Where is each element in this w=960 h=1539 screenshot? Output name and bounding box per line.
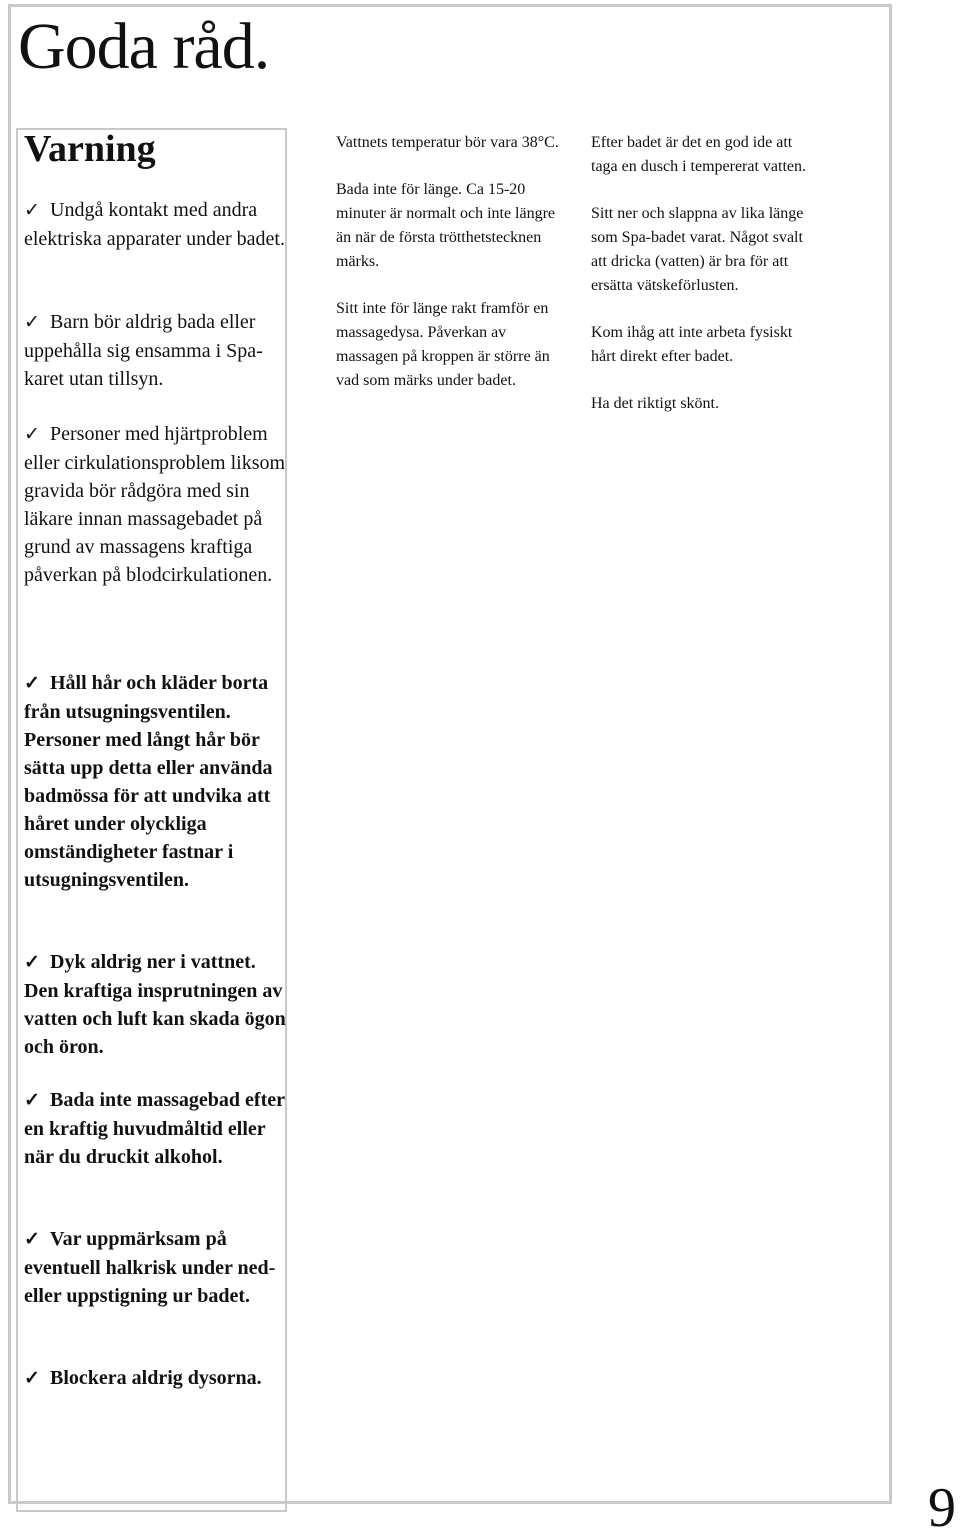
page-title: Goda råd. — [18, 10, 270, 83]
warning-list — [24, 420, 286, 589]
checkmark-icon: ✓ — [24, 424, 40, 445]
paragraph: Efter badet är det en god ide att taga en dusch i tempererat vatten. — [591, 134, 807, 175]
warning-list — [24, 1225, 286, 1310]
paragraph: Bada inte för länge. Ca 15-20 minuter är normalt och inte längre än när de första trötthetstecknen märks. — [336, 181, 556, 270]
warning-list — [24, 1364, 286, 1393]
checkmark-icon: ✓ — [24, 200, 40, 221]
checkmark-icon: ✓ — [24, 1229, 40, 1250]
warning-item — [24, 420, 286, 589]
checkmark-icon: ✓ — [24, 1090, 40, 1111]
column-middle — [336, 131, 566, 416]
checkmark-icon: ✓ — [24, 952, 40, 973]
checkmark-icon: ✓ — [24, 312, 40, 333]
warning-item — [24, 1086, 286, 1171]
paragraph: Sitt ner och slappna av lika länge som Spa-badet varat. Något svalt att dricka (vatten) är bra för att ersätta vätskeförlusten. — [591, 205, 804, 294]
warning-title: Varning — [24, 128, 156, 170]
warning-item-text: Bada inte massagebad efter en kraftig huvudmåltid eller när du druckit alkohol. — [24, 1089, 285, 1168]
warning-item-text: Håll hår och kläder borta från utsugningsventilen. Personer med långt hår bör sätta upp detta eller använda badmössa för att undvika att håret under olyckliga omständigheter fastnar i utsugningsventilen. — [24, 672, 273, 891]
paragraph: Sitt inte för länge rakt framför en massagedysa. Påverkan av massagen på kroppen är större än vad som märks under badet. — [336, 300, 550, 389]
warning-item — [24, 308, 286, 393]
page-number: 9 — [928, 1477, 956, 1539]
paragraph: Vattnets temperatur bör vara 38°C. — [336, 134, 559, 151]
warning-item — [24, 1364, 286, 1393]
warning-list — [24, 308, 286, 393]
warning-item — [24, 196, 286, 253]
paragraph: Kom ihåg att inte arbeta fysiskt hårt direkt efter badet. — [591, 324, 793, 365]
warning-item-text: Var uppmärksam på eventuell halkrisk under ned- eller uppstigning ur badet. — [24, 1228, 276, 1307]
warning-item-text: Dyk aldrig ner i vattnet. Den kraftiga insprutningen av vatten och luft kan skada ögon och öron. — [24, 951, 286, 1058]
warning-item — [24, 1225, 286, 1310]
warning-list — [24, 196, 286, 253]
warning-item-text: Personer med hjärtproblem eller cirkulationsproblem liksom gravida bör rådgöra med sin läkare innan massagebadet på grund av massagens kraftiga påverkan på blodcirkulationen. — [24, 423, 286, 586]
warning-list — [24, 948, 286, 1061]
warning-list — [24, 1086, 286, 1171]
warning-item-text: Undgå kontakt med andra elektriska apparater under badet. — [24, 199, 285, 250]
warning-item-text: Blockera aldrig dysorna. — [50, 1367, 262, 1389]
column-right — [591, 131, 821, 439]
paragraph: Ha det riktigt skönt. — [591, 395, 719, 412]
warning-item-text: Barn bör aldrig bada eller uppehålla sig ensamma i Spa-karet utan tillsyn. — [24, 311, 263, 390]
checkmark-icon: ✓ — [24, 673, 40, 694]
warning-list — [24, 669, 286, 894]
warning-item — [24, 948, 286, 1061]
warning-item — [24, 669, 286, 894]
checkmark-icon: ✓ — [24, 1368, 40, 1389]
